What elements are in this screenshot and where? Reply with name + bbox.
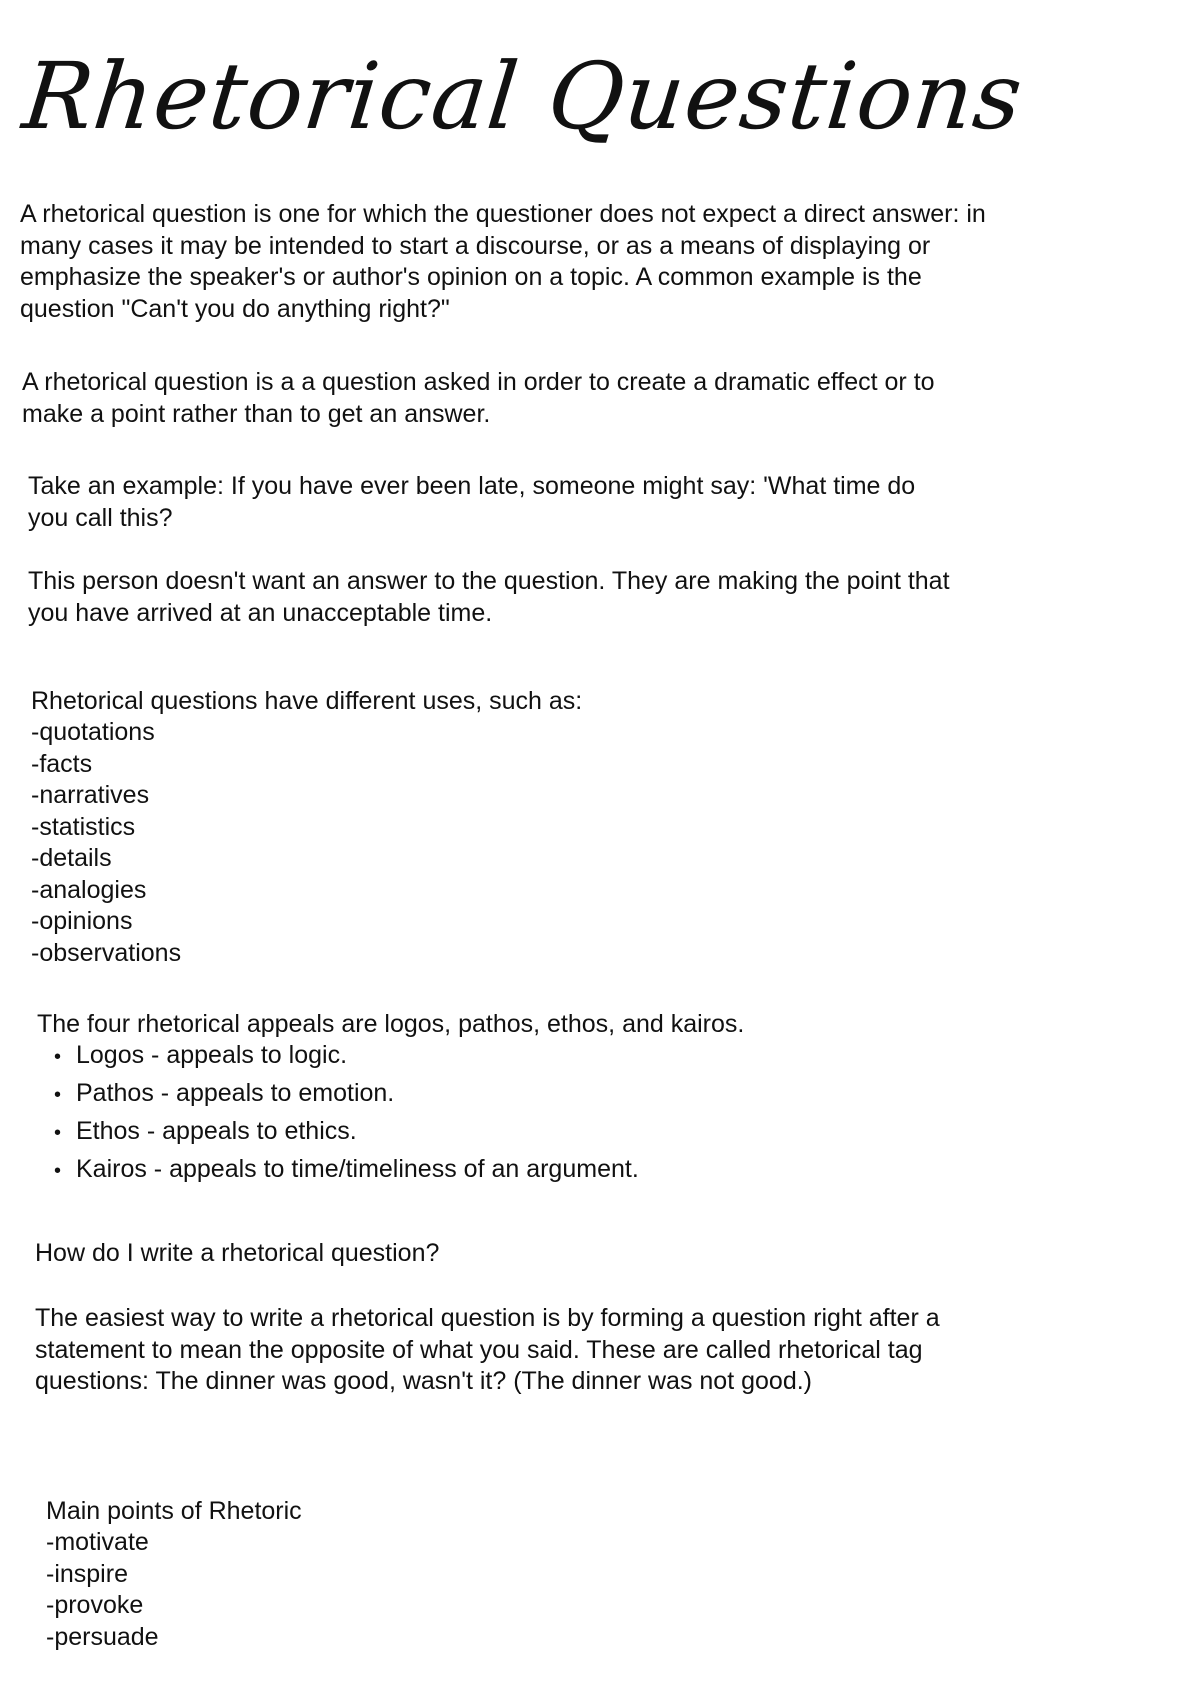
main-points-list [46,1527,159,1653]
list-item: -facts [31,749,93,778]
appeals-heading: The four rhetorical appeals are logos, pathos, ethos, and kairos. [37,1010,745,1038]
uses-heading: Rhetorical questions have different uses, such as: [31,687,583,715]
list-item: -motivate [46,1528,149,1556]
list-item: -observations [31,938,182,967]
list-item [52,1154,639,1188]
appeals-list [52,1040,639,1192]
bullet-icon: • [54,1122,62,1144]
definition-paragraph: A rhetorical question is a a question asked in order to create a dramatic effect or to make a point rather than to get an answer. [22,368,935,428]
appeal-ethos: Ethos - appeals to ethics. [76,1117,357,1145]
example-paragraph: Take an example: If you have ever been late, someone might say: 'What time do you call this? [28,472,916,532]
main-points-heading: Main points of Rhetoric [46,1497,302,1525]
list-item [52,1116,639,1150]
bullet-icon: • [54,1046,62,1068]
uses-list [31,717,181,969]
list-item: -inspire [46,1559,128,1588]
page-title: Rhetorical Questions [18,43,1028,150]
howto-heading: How do I write a rhetorical question? [35,1239,440,1267]
list-item: -analogies [31,875,147,904]
bullet-icon: • [54,1160,62,1182]
list-item: -quotations [31,718,155,746]
list-item: -narratives [31,781,150,809]
explanation-paragraph: This person doesn't want an answer to the question. They are making the point that you have arrived at an unacceptable time. [28,567,950,627]
intro-paragraph: A rhetorical question is one for which the questioner does not expect a direct answer: in many cases it may be intended to start a discourse, or as a means of displaying or emphasize the speaker's or author's opinion on a topic. A common example is the question "Can't you do anything right?" [20,200,986,323]
appeal-logos: Logos - appeals to logic. [76,1041,348,1069]
list-item: -persuade [46,1622,159,1651]
list-item [52,1040,639,1074]
appeal-kairos: Kairos - appeals to time/timeliness of an argument. [76,1155,639,1183]
list-item: -statistics [31,812,136,841]
list-item [52,1078,639,1112]
howto-paragraph: The easiest way to write a rhetorical question is by forming a question right after a statement to mean the opposite of what you said. These are called rhetorical tag questions: The dinner was good, wasn't it? (The dinner was not good.) [35,1304,940,1395]
appeal-pathos: Pathos - appeals to emotion. [76,1079,395,1107]
list-item: -provoke [46,1591,144,1619]
list-item: -opinions [31,907,133,935]
list-item: -details [31,844,112,872]
bullet-icon: • [54,1084,62,1106]
